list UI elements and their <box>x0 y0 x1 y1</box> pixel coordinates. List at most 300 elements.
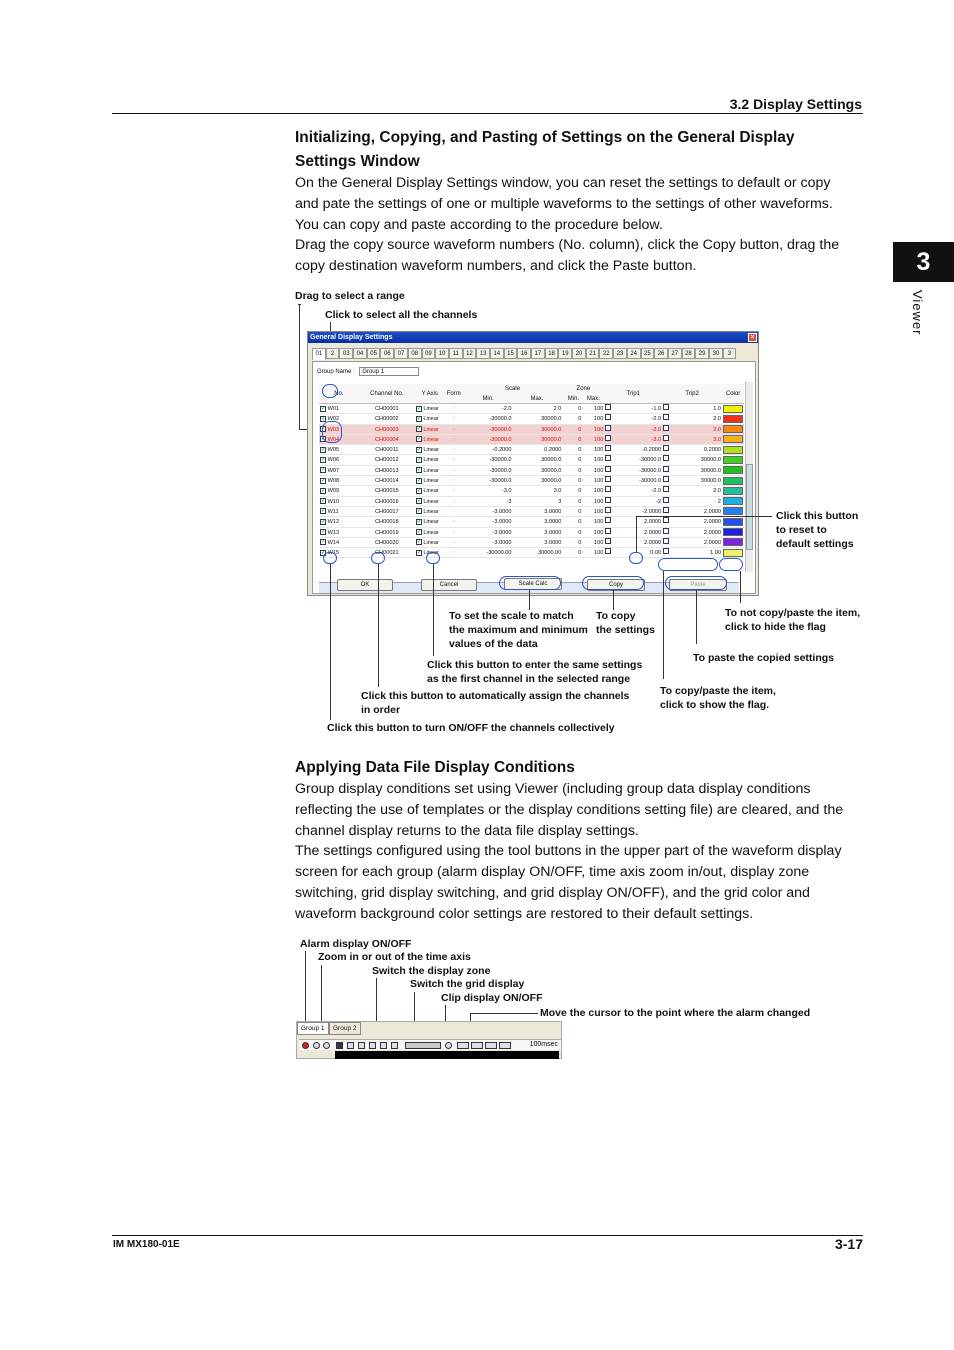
color-swatch[interactable] <box>723 487 743 495</box>
group-tab[interactable]: 19 <box>558 348 572 359</box>
form-icon[interactable]: ◌ <box>452 488 456 495</box>
trip1-checkbox[interactable] <box>605 435 611 441</box>
zone-min-cell[interactable]: 0 <box>578 416 582 423</box>
color-swatch[interactable] <box>723 456 743 464</box>
group-tab[interactable]: 16 <box>517 348 531 359</box>
scale-min-cell[interactable]: -3.0000 <box>492 539 512 546</box>
form-icon[interactable]: ◌ <box>452 539 456 546</box>
alarm-icon[interactable] <box>302 1042 309 1049</box>
no-column-header[interactable]: No. <box>334 391 344 397</box>
trip1-checkbox[interactable] <box>605 497 611 503</box>
channel-checkbox[interactable] <box>320 539 326 545</box>
annotation-switch-grid: Switch the grid display <box>410 978 525 990</box>
trip1-checkbox[interactable] <box>605 538 611 544</box>
trip2-cell[interactable]: 0.2000 <box>703 447 722 454</box>
zone-icon[interactable] <box>391 1042 398 1049</box>
trip1-cell[interactable]: -30000.0 <box>639 467 662 474</box>
trip1-cell[interactable]: -1.0 <box>651 406 662 412</box>
color-swatch[interactable] <box>723 405 743 413</box>
trip2-checkbox[interactable] <box>663 414 669 420</box>
trip2-cell[interactable]: 30000.0 <box>700 467 722 474</box>
trip1-checkbox[interactable] <box>605 466 611 472</box>
trip2-cell[interactable]: 2.0 <box>713 488 722 495</box>
channel-checkbox[interactable] <box>320 447 326 453</box>
trip1-cell[interactable]: 2.0000 <box>644 519 662 526</box>
group-tab[interactable]: 01 <box>312 348 326 360</box>
yaxis-select[interactable]: Linear <box>423 529 439 536</box>
waveform-number[interactable]: W07 <box>327 467 340 474</box>
yaxis-select[interactable]: Linear <box>423 498 439 505</box>
trip1-checkbox[interactable] <box>605 486 611 492</box>
color-swatch[interactable] <box>723 497 743 505</box>
group-tab[interactable]: 20 <box>572 348 586 359</box>
leader-line <box>299 304 300 430</box>
zone-min-cell[interactable]: 0 <box>578 550 582 557</box>
scale-min-cell[interactable]: -2.0 <box>501 406 512 412</box>
yaxis-checkbox[interactable] <box>416 436 422 442</box>
form-icon[interactable]: ◌ <box>452 416 456 423</box>
channel-cell[interactable]: CH00013 <box>375 467 399 474</box>
trip1-cell[interactable]: -2.0 <box>651 426 662 433</box>
yaxis-checkbox[interactable] <box>416 498 422 504</box>
scale-max-cell[interactable]: 0.2000 <box>544 447 562 454</box>
trip2-cell[interactable]: 3.0 <box>713 436 722 443</box>
scale-min-cell[interactable]: -30000.0 <box>489 436 512 443</box>
zone-min-cell[interactable]: 0 <box>578 467 582 474</box>
zone-max-cell[interactable]: 100 <box>593 447 604 454</box>
trip2-checkbox[interactable] <box>663 507 669 513</box>
yaxis-checkbox[interactable] <box>416 488 422 494</box>
alarm-jump-icon[interactable] <box>471 1042 483 1049</box>
trip2-checkbox[interactable] <box>663 466 669 472</box>
color-swatch[interactable] <box>723 425 743 433</box>
annotation-paste-copied: To paste the copied settings <box>693 652 834 664</box>
trip2-checkbox[interactable] <box>663 528 669 534</box>
yaxis-checkbox[interactable] <box>416 519 422 525</box>
scale-min-cell[interactable]: -3.0000 <box>492 508 512 515</box>
leader-line <box>636 516 772 517</box>
trip1-cell[interactable]: -2.0000 <box>642 508 662 515</box>
yaxis-checkbox[interactable] <box>416 478 422 484</box>
group-tab[interactable]: 04 <box>353 348 367 359</box>
form-icon[interactable]: ◌ <box>452 478 456 485</box>
zone-icon[interactable] <box>380 1042 387 1049</box>
yaxis-select[interactable]: Linear <box>423 539 439 546</box>
ok-button[interactable]: OK <box>337 579 393 591</box>
scale-min-cell[interactable]: -3.0000 <box>492 519 512 526</box>
grid-icon[interactable] <box>405 1042 441 1049</box>
vertical-scrollbar[interactable] <box>745 382 753 572</box>
section2-paragraph: Group display conditions set using Viewer (including group data display conditions reflecting the use of templates or the display conditions setting file) are cleared, and the channel display returns to the data file display settings. The settings configured using the tool buttons in the upper part of the waveform display screen for each group (alarm display ON/OFF, time axis zoom in/out, display zone switching, grid display switching, and grid display ON/OFF), and the grid color and waveform background color settings are restored to their default settings. <box>295 781 844 922</box>
paste-button[interactable]: Paste <box>669 579 727 591</box>
trip1-cell[interactable]: 2.0000 <box>644 529 662 536</box>
channel-checkbox[interactable] <box>320 416 326 422</box>
alarm-jump-icon[interactable] <box>485 1042 497 1049</box>
onoff-toggle-highlight <box>323 552 337 564</box>
trip1-checkbox[interactable] <box>605 507 611 513</box>
close-icon[interactable]: × <box>748 333 757 342</box>
group-tab[interactable]: 10 <box>435 348 449 359</box>
form-icon[interactable]: ◌ <box>452 519 456 526</box>
zone-max-cell[interactable]: 100 <box>593 498 604 505</box>
form-icon[interactable]: ◌ <box>452 467 456 474</box>
copy-button[interactable]: Copy <box>587 579 645 591</box>
waveform-number[interactable]: W04 <box>327 436 340 443</box>
form-icon[interactable]: ◌ <box>452 550 456 557</box>
color-swatch[interactable] <box>723 518 743 526</box>
trip2-cell[interactable]: 2.0 <box>713 426 722 433</box>
channel-cell[interactable]: CH00002 <box>375 416 399 423</box>
trip1-cell[interactable]: -2.0 <box>651 416 662 423</box>
trip2-cell[interactable]: 1.00 <box>710 550 722 557</box>
channel-checkbox[interactable] <box>320 406 326 412</box>
zone-max-cell[interactable]: 100 <box>593 478 604 485</box>
trip2-checkbox[interactable] <box>663 476 669 482</box>
trip2-cell[interactable]: 1.0 <box>713 406 722 412</box>
form-icon[interactable]: ◌ <box>452 447 456 454</box>
channel-checkbox[interactable] <box>320 488 326 494</box>
yaxis-checkbox[interactable] <box>416 416 422 422</box>
color-swatch[interactable] <box>723 549 743 557</box>
trip2-cell[interactable]: 2.0000 <box>703 508 722 515</box>
yaxis-select[interactable]: Linear <box>423 426 439 433</box>
zone-max-cell[interactable]: 100 <box>593 488 604 495</box>
scale-min-cell[interactable]: -30000.0 <box>489 416 512 423</box>
trip1-checkbox[interactable] <box>605 455 611 461</box>
color-swatch[interactable] <box>723 435 743 443</box>
yaxis-select[interactable]: Linear <box>423 406 439 412</box>
group-tab[interactable]: 28 <box>682 348 696 359</box>
scale-min-cell[interactable]: -3 <box>506 498 512 505</box>
trip1-cell[interactable]: -2.0 <box>651 488 662 495</box>
form-icon[interactable]: ◌ <box>452 406 456 412</box>
group-tab[interactable]: 09 <box>422 348 436 359</box>
group-tab[interactable]: 18 <box>545 348 559 359</box>
annotation-show-flag: To copy/paste the item, click to show the flag. <box>660 685 776 712</box>
scale-max-cell[interactable]: 3.0 <box>553 488 562 495</box>
zone-icon[interactable] <box>336 1042 343 1049</box>
channel-cell[interactable]: CH00001 <box>375 406 399 412</box>
channel-checkbox[interactable] <box>320 508 326 514</box>
color-swatch[interactable] <box>723 507 743 515</box>
zone-max-cell[interactable]: 100 <box>593 519 604 526</box>
zone-min-cell[interactable]: 0 <box>578 478 582 485</box>
channel-cell[interactable]: CH00020 <box>375 539 399 546</box>
trip1-cell[interactable]: -3.0 <box>651 436 662 443</box>
cancel-button[interactable]: Cancel <box>421 579 477 591</box>
scale-max-cell[interactable]: 30000.0 <box>541 478 562 485</box>
scale-min-cell[interactable]: -30000.0 <box>489 426 512 433</box>
waveform-number[interactable]: W13 <box>327 529 340 536</box>
trip2-checkbox[interactable] <box>663 425 669 431</box>
group-tab[interactable]: 14 <box>490 348 504 359</box>
group-tab[interactable]: 23 <box>613 348 627 359</box>
channel-cell[interactable]: CH00014 <box>375 478 399 485</box>
channel-checkbox[interactable] <box>320 457 326 463</box>
yaxis-select[interactable]: Linear <box>423 488 439 495</box>
waveform-number[interactable]: W10 <box>327 498 340 505</box>
footer-rule <box>112 1235 863 1236</box>
yaxis-select[interactable]: Linear <box>423 416 439 423</box>
yaxis-select[interactable]: Linear <box>423 457 439 464</box>
zone-min-cell[interactable]: 0 <box>578 436 582 443</box>
zone-max-cell[interactable]: 100 <box>593 539 604 546</box>
channel-cell[interactable]: CH00015 <box>375 488 399 495</box>
waveform-number[interactable]: W02 <box>327 416 340 423</box>
yaxis-checkbox[interactable] <box>416 529 422 535</box>
yaxis-checkbox[interactable] <box>416 539 422 545</box>
zone-min-cell[interactable]: 0 <box>578 426 582 433</box>
trip2-checkbox[interactable] <box>663 538 669 544</box>
zone-max-cell[interactable]: 100 <box>593 436 604 443</box>
color-swatch[interactable] <box>723 446 743 454</box>
channel-cell[interactable]: CH00012 <box>375 457 399 464</box>
group-tab[interactable]: 30 <box>709 348 723 359</box>
leader-line <box>529 590 530 610</box>
scale-min-cell[interactable]: -30000.0 <box>489 467 512 474</box>
group-tab[interactable]: 2 <box>326 348 340 359</box>
trip2-checkbox[interactable] <box>663 455 669 461</box>
color-swatch[interactable] <box>723 415 743 423</box>
zone-min-cell[interactable]: 0 <box>578 519 582 526</box>
yaxis-checkbox[interactable] <box>416 426 422 432</box>
trip1-checkbox[interactable] <box>605 528 611 534</box>
zoom-in-icon[interactable] <box>313 1042 320 1049</box>
waveform-number[interactable]: W05 <box>327 447 340 454</box>
group-tab[interactable]: 21 <box>586 348 600 359</box>
color-swatch[interactable] <box>723 477 743 485</box>
trip1-checkbox[interactable] <box>605 476 611 482</box>
channel-checkbox[interactable] <box>320 519 326 525</box>
waveform-number[interactable]: W15 <box>327 550 340 557</box>
channel-cell[interactable]: CH00019 <box>375 529 399 536</box>
group-tab[interactable]: 27 <box>668 348 682 359</box>
trip2-checkbox[interactable] <box>663 445 669 451</box>
trip2-cell[interactable]: 2 <box>717 498 722 505</box>
zone-icon[interactable] <box>369 1042 376 1049</box>
trip1-cell[interactable]: -2 <box>656 498 662 505</box>
group-tab[interactable]: 06 <box>380 348 394 359</box>
zone-min-cell[interactable]: 0 <box>578 457 582 464</box>
scale-max-cell[interactable]: 3.0000 <box>544 539 562 546</box>
color-swatch[interactable] <box>723 466 743 474</box>
zone-min-cell[interactable]: 0 <box>578 498 582 505</box>
color-swatch[interactable] <box>723 528 743 536</box>
trip2-checkbox[interactable] <box>663 517 669 523</box>
scale-min-cell[interactable]: -30000.00 <box>486 550 512 557</box>
form-icon[interactable]: ◌ <box>452 426 456 433</box>
zone-max-cell[interactable]: 100 <box>593 406 604 412</box>
group-tab[interactable]: 17 <box>531 348 545 359</box>
channel-cell[interactable]: CH00017 <box>375 508 399 515</box>
zone-max-cell[interactable]: 100 <box>593 426 604 433</box>
scale-max-cell[interactable]: 3.0000 <box>544 519 562 526</box>
scale-max-cell[interactable]: 30000.0 <box>541 467 562 474</box>
scale-max-cell[interactable]: 30000.0 <box>541 426 562 433</box>
scale-max-cell[interactable]: 30000.0 <box>541 416 562 423</box>
group-tab[interactable]: 24 <box>627 348 641 359</box>
trip2-checkbox[interactable] <box>663 435 669 441</box>
form-icon[interactable]: ◌ <box>452 508 456 515</box>
trip2-cell[interactable]: 2.0000 <box>703 539 722 546</box>
trip1-checkbox[interactable] <box>605 414 611 420</box>
yaxis-select[interactable]: Linear <box>423 447 439 454</box>
annotation-drag-range: Drag to select a range <box>295 290 405 302</box>
waveform-number[interactable]: W03 <box>327 426 340 433</box>
scale-max-cell[interactable]: 30000.0 <box>541 436 562 443</box>
channel-cell[interactable]: CH00004 <box>375 436 399 443</box>
form-icon[interactable]: ◌ <box>452 498 456 505</box>
waveform-number[interactable]: W11 <box>327 508 339 515</box>
leader-line <box>696 590 697 644</box>
group-tab[interactable]: 29 <box>695 348 709 359</box>
channel-cell[interactable]: CH00016 <box>375 498 399 505</box>
table-row <box>319 455 744 465</box>
group-tab[interactable]: 05 <box>367 348 381 359</box>
trip1-checkbox[interactable] <box>605 425 611 431</box>
zone-min-cell[interactable]: 0 <box>578 488 582 495</box>
trip1-checkbox[interactable] <box>605 548 611 554</box>
channel-cell[interactable]: CH00011 <box>375 447 399 454</box>
trip1-cell[interactable]: -30000.0 <box>639 457 662 464</box>
waveform-number[interactable]: W06 <box>327 457 340 464</box>
scale-max-cell[interactable]: 3.0000 <box>544 508 562 515</box>
yaxis-select[interactable]: Linear <box>423 436 439 443</box>
scale-min-cell[interactable]: -3.0 <box>501 488 512 495</box>
zone-icon[interactable] <box>347 1042 354 1049</box>
tab-group-2[interactable]: Group 2 <box>329 1022 361 1035</box>
trip1-cell[interactable]: 0.00 <box>650 550 662 557</box>
zone-min-cell[interactable]: 0 <box>578 508 582 515</box>
yaxis-checkbox[interactable] <box>416 550 422 556</box>
trip2-cell[interactable]: 2.0 <box>713 416 722 423</box>
zone-min-cell[interactable]: 0 <box>578 539 582 546</box>
form-icon[interactable]: ◌ <box>452 436 456 443</box>
group-tab[interactable]: 07 <box>394 348 408 359</box>
paste-highlight <box>665 576 727 590</box>
channel-checkbox[interactable] <box>320 478 326 484</box>
trip1-checkbox[interactable] <box>605 445 611 451</box>
channel-cell[interactable]: CH00018 <box>375 519 399 526</box>
waveform-number[interactable]: W12 <box>327 519 340 526</box>
trip1-cell[interactable]: -30000.0 <box>639 478 662 485</box>
scale-max-cell[interactable]: 2.0 <box>553 406 562 412</box>
section1-paragraph: On the General Display Settings window, you can reset the settings to default or copy and pate the settings of one or multiple waveforms to the settings of other waveforms. You can copy and paste according to the procedure below. Drag the copy source waveform numbers (No. column), click the Copy button, drag the copy destination waveform numbers, and click the Paste button. <box>295 175 840 275</box>
trip1-checkbox[interactable] <box>605 404 611 410</box>
group-tab[interactable]: 25 <box>641 348 655 359</box>
yaxis-checkbox[interactable] <box>416 467 422 473</box>
scale-max-cell[interactable]: 3.0000 <box>544 529 562 536</box>
group-tab[interactable]: 03 <box>339 348 353 359</box>
section2-heading: Applying Data File Display Conditions <box>295 759 575 776</box>
zone-min-cell[interactable]: 0 <box>578 447 582 454</box>
channel-checkbox[interactable] <box>320 529 326 535</box>
yaxis-select[interactable]: Linear <box>423 467 439 474</box>
scale-calc-button[interactable]: Scale Calc <box>504 578 562 590</box>
zone-max-cell[interactable]: 100 <box>593 467 604 474</box>
yaxis-select[interactable]: Linear <box>423 550 439 557</box>
scale-min-cell[interactable]: -3.0000 <box>492 529 512 536</box>
trip2-cell[interactable]: 2.0000 <box>703 529 722 536</box>
trip2-checkbox[interactable] <box>663 404 669 410</box>
yaxis-select[interactable]: Linear <box>423 508 439 515</box>
zone-max-cell[interactable]: 100 <box>593 508 604 515</box>
scale-min-cell[interactable]: -0.2000 <box>492 447 512 454</box>
form-icon[interactable]: ◌ <box>452 529 456 536</box>
alarm-jump-icon[interactable] <box>499 1042 511 1049</box>
group-tab[interactable]: 11 <box>449 348 463 359</box>
waveform-number[interactable]: W14 <box>327 539 340 546</box>
trip1-cell[interactable]: 2.0000 <box>644 539 662 546</box>
scale-max-cell[interactable]: 30000.00 <box>538 550 562 557</box>
waveform-number[interactable]: W01 <box>327 406 340 412</box>
zone-max-cell[interactable]: 100 <box>593 416 604 423</box>
group-tab[interactable]: 26 <box>654 348 668 359</box>
scale-min-cell[interactable]: -30000.0 <box>489 478 512 485</box>
scale-max-cell[interactable]: 30000.0 <box>541 457 562 464</box>
scale-calc-highlight <box>499 576 561 590</box>
waveform-number[interactable]: W08 <box>327 478 340 485</box>
trip2-checkbox[interactable] <box>663 486 669 492</box>
yaxis-checkbox[interactable] <box>416 406 422 412</box>
yaxis-select[interactable]: Linear <box>423 478 439 485</box>
trip2-cell[interactable]: 30000.0 <box>700 457 722 464</box>
waveform-number[interactable]: W09 <box>327 488 340 495</box>
group-tabs <box>312 348 758 360</box>
chapter-tab: 3 <box>893 242 954 282</box>
channel-cell[interactable]: CH00003 <box>375 426 399 433</box>
zone-icon[interactable] <box>358 1042 365 1049</box>
zone-min-cell[interactable]: 0 <box>578 529 582 536</box>
table-row <box>319 425 744 435</box>
group-tab[interactable]: 08 <box>408 348 422 359</box>
clip-icon[interactable] <box>445 1042 452 1049</box>
leader-line <box>636 516 637 552</box>
trip2-cell[interactable]: 30000.0 <box>700 478 722 485</box>
zoom-out-icon[interactable] <box>323 1042 330 1049</box>
trip2-checkbox[interactable] <box>663 548 669 554</box>
trip1-checkbox[interactable] <box>605 517 611 523</box>
color-swatch[interactable] <box>723 538 743 546</box>
yaxis-checkbox[interactable] <box>416 457 422 463</box>
zone-max-cell[interactable]: 100 <box>593 550 604 557</box>
channel-checkbox[interactable] <box>320 498 326 504</box>
zone-max-cell[interactable]: 100 <box>593 529 604 536</box>
group-tab[interactable]: 22 <box>599 348 613 359</box>
scale-min-cell[interactable]: -30000.0 <box>489 457 512 464</box>
flag-show-highlight <box>658 558 718 571</box>
tab-group-1[interactable]: Group 1 <box>297 1022 329 1035</box>
form-icon[interactable]: ◌ <box>452 457 456 464</box>
alarm-jump-icon[interactable] <box>457 1042 469 1049</box>
zone-min-cell[interactable]: 0 <box>578 406 582 412</box>
group-tab[interactable]: 12 <box>463 348 477 359</box>
group-tab[interactable]: 13 <box>476 348 490 359</box>
yaxis-select[interactable]: Linear <box>423 519 439 526</box>
trip1-cell[interactable]: -0.2000 <box>642 447 662 454</box>
group-tab[interactable]: 3 <box>723 348 737 359</box>
yaxis-checkbox[interactable] <box>416 447 422 453</box>
yaxis-checkbox[interactable] <box>416 508 422 514</box>
scale-max-cell[interactable]: 3 <box>558 498 562 505</box>
channel-cell[interactable]: CH00021 <box>375 550 399 557</box>
group-tab[interactable]: 15 <box>504 348 518 359</box>
trip2-cell[interactable]: 2.0000 <box>703 519 722 526</box>
trip2-checkbox[interactable] <box>663 497 669 503</box>
zone-max-cell[interactable]: 100 <box>593 457 604 464</box>
group-name-input[interactable]: Group 1 <box>359 367 419 376</box>
channel-checkbox[interactable] <box>320 467 326 473</box>
